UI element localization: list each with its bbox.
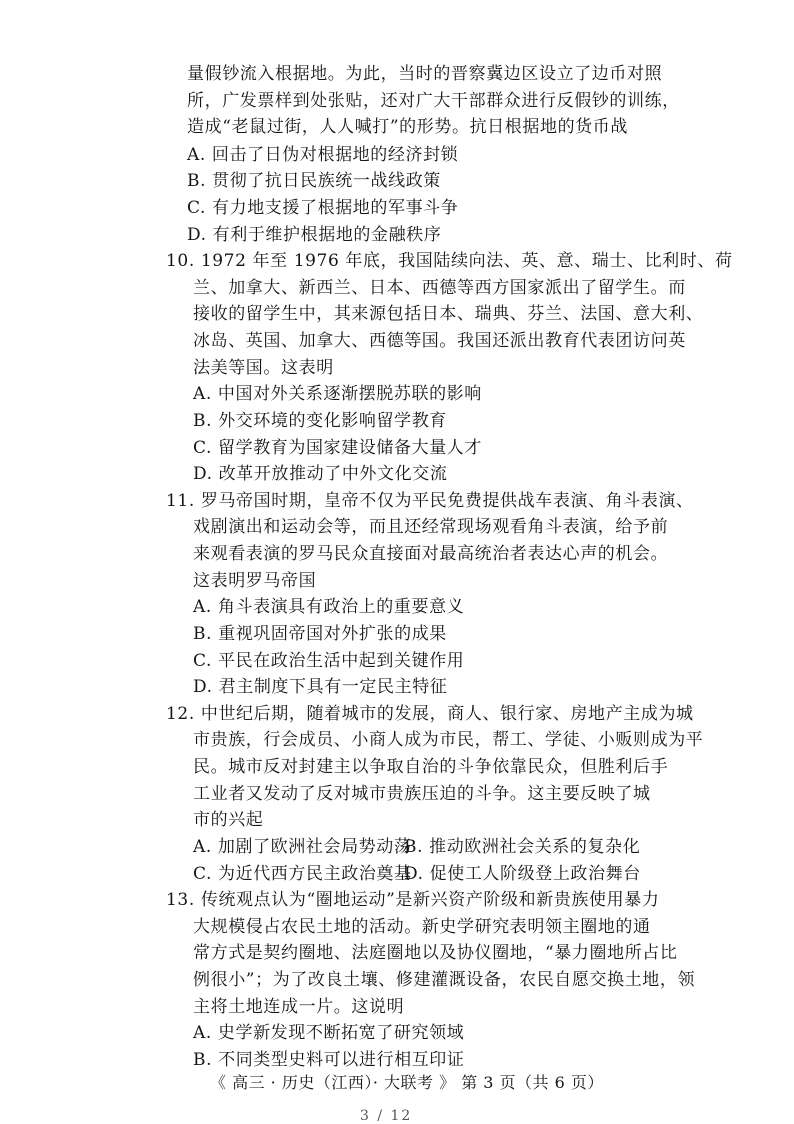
q9-option-a: A. 回击了日伪对根据地的经济封锁 xyxy=(187,144,459,165)
q12-stem-line: 市贵族，行会成员、小商人成为市民，帮工、学徒、小贩则成为平 xyxy=(193,730,704,751)
q12-stem-line: 民。城市反对封建主以争取自治的斗争依靠民众，但胜利后手 xyxy=(193,757,669,778)
q10-option-d: D. 改革开放推动了中外文化交流 xyxy=(193,464,448,485)
q9-text-line: 所，广发票样到处张贴，还对广大干部群众进行反假钞的训练， xyxy=(187,90,680,111)
q12-stem-line: 工业者又发动了反对城市贵族压迫的斗争。这主要反映了城 xyxy=(193,783,651,804)
q13-stem-line: 主将土地连成一片。这说明 xyxy=(193,996,405,1017)
q13-stem-line: 13. 传统观点认为“圈地运动”是新兴资产阶级和新贵族使用暴力 xyxy=(166,890,660,911)
q11-option-b: B. 重视巩固帝国对外扩张的成果 xyxy=(193,623,447,644)
q13-stem-line: 常方式是契约圈地、法庭圈地以及协仪圈地，“暴力圈地所占比 xyxy=(193,943,678,964)
q9-option-b: B. 贯彻了抗日民族统一战线政策 xyxy=(187,171,441,192)
q11-stem-line: 这表明罗马帝国 xyxy=(193,570,317,591)
q10-option-b: B. 外交环境的变化影响留学教育 xyxy=(193,410,447,431)
q10-stem-line: 接收的留学生中，其来源包括日本、瑞典、芬兰、法国、意大利、 xyxy=(193,304,704,325)
q12-option-d: D. 促使工人阶级登上政治舞台 xyxy=(404,863,641,884)
q13-option-a: A. 史学新发现不断拓宽了研究领域 xyxy=(193,1023,465,1044)
q13-option-b: B. 不同类型史料可以进行相互印证 xyxy=(193,1050,465,1070)
q10-option-c: C. 留学教育为国家建设储备大量人才 xyxy=(193,437,483,458)
q12-option-b: B. 推动欧洲社会关系的复杂化 xyxy=(404,836,641,857)
q12-option-a: A. 加剧了欧洲社会局势动荡 xyxy=(193,836,412,857)
q11-stem-line: 戏剧演出和运动会等，而且还经常现场观看角斗表演，给予前 xyxy=(193,517,669,538)
q10-stem-line: 10. 1972 年至 1976 年底，我国陆续向法、英、意、瑞士、比利时、荷 xyxy=(166,251,733,272)
page-counter: 3 / 12 xyxy=(360,1108,413,1124)
q13-stem-line: 例很小”；为了改良土壤、修建灌溉设备，农民自愿交换土地，领 xyxy=(193,970,696,991)
q10-stem-line: 法美等国。这表明 xyxy=(193,357,334,378)
q12-option-c: C. 为近代西方民主政治奠基 xyxy=(193,863,412,884)
q12-stem-line: 市的兴起 xyxy=(193,810,264,831)
q9-text-line: 量假钞流入根据地。为此，当时的晋察冀边区设立了边币对照 xyxy=(187,64,663,84)
q11-option-a: A. 角斗表演具有政治上的重要意义 xyxy=(193,597,465,618)
page-footer: 《 高三 · 历史（江西）· 大联考 》 第 3 页（共 6 页） xyxy=(210,1073,604,1092)
q11-option-d: D. 君主制度下具有一定民主特征 xyxy=(193,677,448,698)
q10-stem-line: 冰岛、英国、加拿大、西德等国。我国还派出教育代表团访问英 xyxy=(193,331,686,352)
q12-stem-line: 12. 中世纪后期，随着城市的发展，商人、银行家、房地产主成为城 xyxy=(166,703,694,724)
q9-text-line: 造成“老鼠过街，人人喊打”的形势。抗日根据地的货币战 xyxy=(187,117,628,138)
q9-option-c: C. 有力地支援了根据地的军事斗争 xyxy=(187,197,459,218)
q11-option-c: C. 平民在政治生活中起到关键作用 xyxy=(193,650,465,671)
q11-stem-line: 11. 罗马帝国时期，皇帝不仅为平民免费提供战车表演、角斗表演、 xyxy=(166,490,694,511)
q11-stem-line: 来观看表演的罗马民众直接面对最高统治者表达心声的机会。 xyxy=(193,544,669,565)
q10-stem-line: 兰、加拿大、新西兰、日本、西德等西方国家派出了留学生。而 xyxy=(193,277,686,298)
q10-option-a: A. 中国对外关系逐渐摆脱苏联的影响 xyxy=(193,384,482,405)
q13-stem-line: 大规模侵占农民土地的活动。新史学研究表明领主圈地的通 xyxy=(193,916,651,937)
q9-option-d: D. 有利于维护根据地的金融秩序 xyxy=(187,224,442,245)
